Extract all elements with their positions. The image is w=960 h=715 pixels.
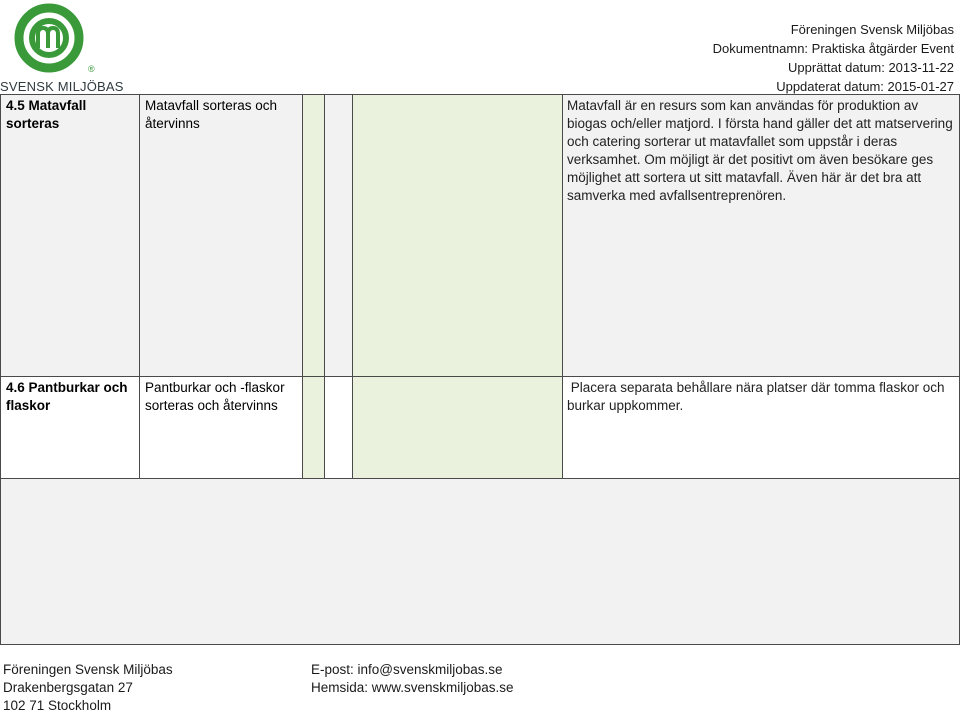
note-cell: Placera separata behållare nära platser där tomma flaskor och burkar uppkommer. (563, 377, 960, 479)
svg-text:®: ® (88, 64, 95, 74)
footer-address (3, 661, 173, 715)
check-cell[interactable] (325, 377, 353, 479)
measures-table (0, 94, 960, 645)
measure-id-cell: 4.6 Pantburkar och flaskor (1, 377, 140, 479)
table-row-empty (1, 479, 960, 645)
table-row (1, 377, 960, 479)
empty-cell (1, 479, 960, 645)
check-cell[interactable] (325, 95, 353, 377)
header-created-date: Upprättat datum: 2013-11-22 (788, 60, 954, 75)
header-updated-date: Uppdaterat datum: 2015-01-27 (776, 79, 954, 94)
logo-wordmark: SVENSK MILJÖBAS (0, 79, 124, 94)
header-org: Föreningen Svensk Miljöbas (790, 22, 954, 37)
measure-text-cell: Pantburkar och -flaskor sorteras och återvinns (140, 377, 303, 479)
check-cell[interactable] (303, 377, 325, 479)
footer-contact (311, 661, 514, 697)
logo-mark-icon (12, 2, 98, 78)
comment-cell[interactable] (353, 95, 563, 377)
measure-id-cell: 4.5 Matavfall sorteras (1, 95, 140, 377)
table-row (1, 95, 960, 377)
comment-cell[interactable] (353, 377, 563, 479)
header-doc-name: Dokumentnamn: Praktiska åtgärder Event (712, 41, 954, 56)
check-cell[interactable] (303, 95, 325, 377)
footer-city: 102 71 Stockholm (3, 698, 112, 713)
footer-email[interactable]: E-post: info@svenskmiljobas.se (311, 662, 503, 677)
measure-text-cell: Matavfall sorteras och återvinns (140, 95, 303, 377)
document-header (713, 20, 954, 96)
footer-web[interactable]: Hemsida: www.svenskmiljobas.se (311, 680, 514, 695)
svensk-miljobas-logo (0, 0, 124, 96)
footer-org: Föreningen Svensk Miljöbas (3, 662, 173, 677)
note-cell: Matavfall är en resurs som kan användas för produktion av biogas och/eller matjord. I första hand gäller det att matservering och catering sorterar ut matavfallet som uppstår i deras verksamhet. Om möjligt är det positivt om även besökare ges möjlighet att sortera ut sitt matavfall. Även här är det bra att samverka med avfallsentreprenören. (563, 95, 960, 377)
footer-street: Drakenbergsgatan 27 (3, 680, 133, 695)
